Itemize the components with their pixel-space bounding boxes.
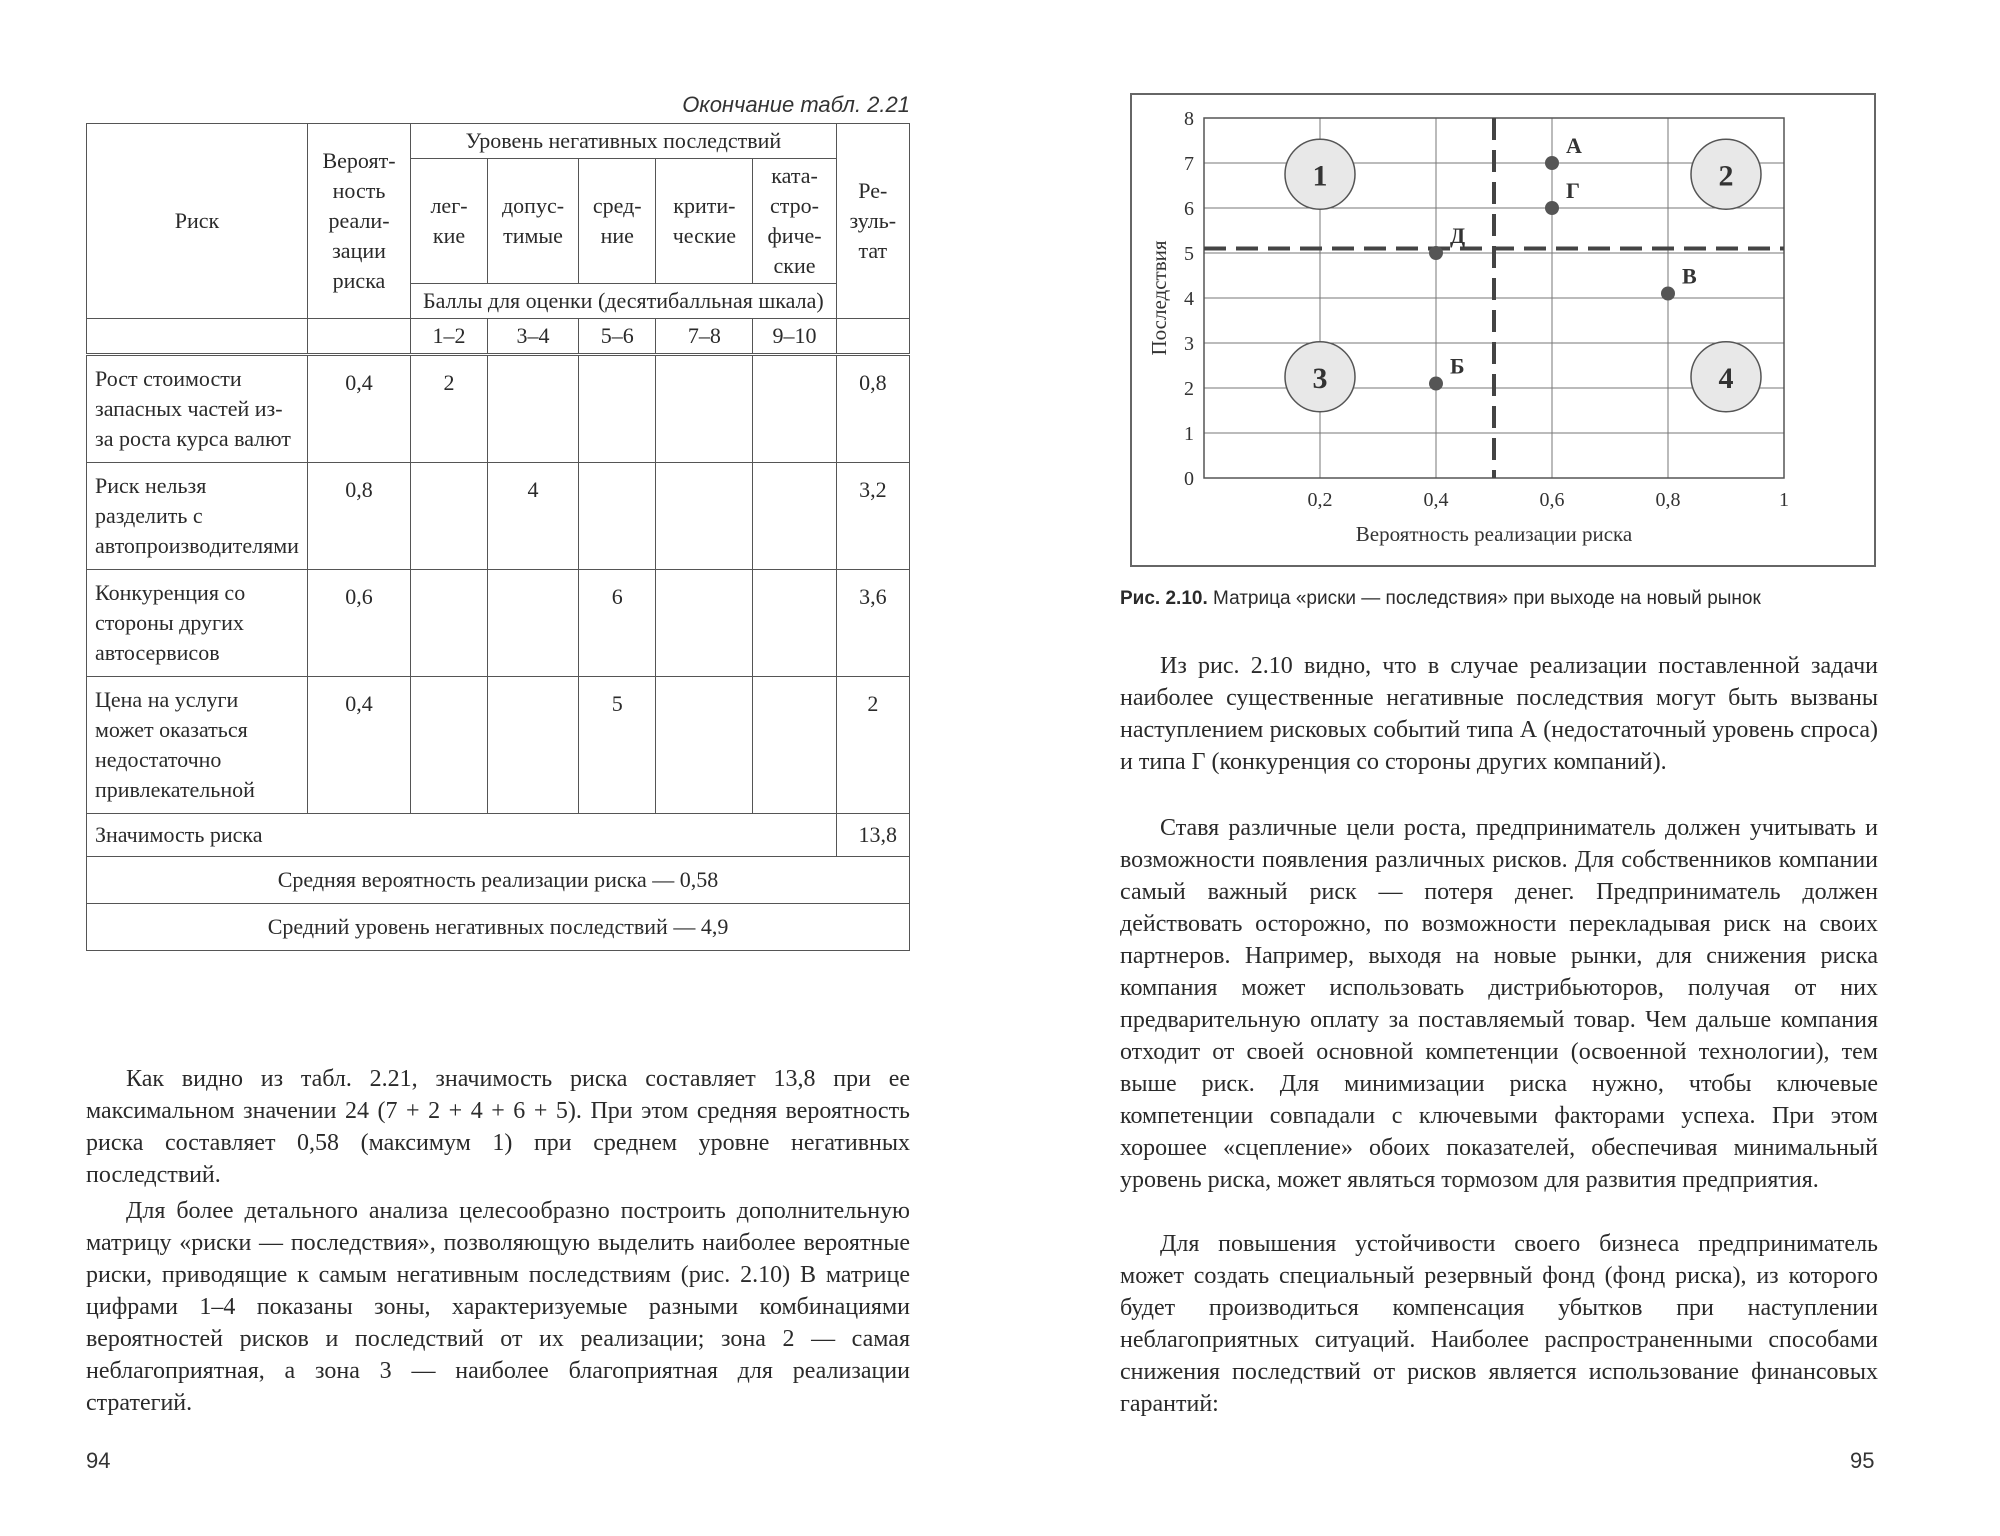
col-result-header: Ре-зуль-тат <box>836 124 909 319</box>
figure-caption <box>1120 588 1880 610</box>
paragraph: Для более детального анализа целесообразно построить дополнительную матрицу «риски — последствия», позволяющую выделить наиболее вероятные риски, приводящие к самым негативным последствиям (рис. 2.10) В матрице цифрами 1–4 показаны зоны, характеризуемые разными комбинациями вероятностей рисков и последствий от их реализации; зона 2 — самая неблагоприятная, а зона 3 — наиболее благоприятная для реализации стратегий. <box>86 1198 910 1416</box>
data-point-label: Б <box>1450 353 1465 379</box>
scale-header: Баллы для оценки (десятибалльная шкала) <box>411 284 837 319</box>
x-tick-label: 0,2 <box>1307 489 1333 511</box>
level-value <box>487 355 578 463</box>
significance-value: 13,8 <box>836 814 909 857</box>
y-tick-label: 4 <box>1184 288 1194 310</box>
data-point <box>1661 287 1675 301</box>
level-value: 6 <box>579 570 656 677</box>
level-value <box>411 570 488 677</box>
y-tick-label: 7 <box>1184 153 1194 175</box>
range-header: 7–8 <box>656 319 753 355</box>
zone-label: 2 <box>1718 159 1734 193</box>
table-row <box>87 463 910 570</box>
level-value <box>487 570 578 677</box>
risk-name: Рост стоимости запасных частей из-за роста курса валют <box>87 355 308 463</box>
paragraph: Для повышения устойчивости своего бизнеса предприниматель может создать специальный резервный фонд (фонд риска), из которого будет производиться компенсация убытков при наступлении неблагоприятных ситуаций. Наиболее распространенными способами снижения последствий от рисков является использование финансовых гарантий: <box>1120 1231 1878 1417</box>
level-value <box>487 677 578 814</box>
y-tick-label: 3 <box>1184 333 1194 355</box>
table-row <box>87 677 910 814</box>
table-row <box>87 355 910 463</box>
figure-caption-text: Матрица «риски — последствия» при выходе на новый рынок <box>1213 588 1761 609</box>
y-tick-label: 6 <box>1184 198 1194 220</box>
level-value <box>753 355 836 463</box>
avg-prob-summary: Средняя вероятность реализации риска — 0,58 <box>87 857 910 904</box>
level-value <box>579 355 656 463</box>
data-point-label: Г <box>1566 178 1580 203</box>
data-point <box>1429 246 1443 260</box>
page-number: 95 <box>1850 1448 1875 1473</box>
level-value <box>579 463 656 570</box>
page-number: 94 <box>86 1448 111 1473</box>
data-point <box>1545 156 1559 170</box>
level-value <box>656 677 753 814</box>
avg-level-summary: Средний уровень негативных последствий — 4,9 <box>87 904 910 951</box>
level-value <box>411 463 488 570</box>
range-header: 3–4 <box>487 319 578 355</box>
risk-prob: 0,6 <box>307 570 410 677</box>
paragraph: Ставя различные цели роста, предприниматель должен учитывать и возможности появления различных рисков. Для собственников компании самый важный риск — потеря денег. Предприниматель должен действовать осторожно, по возможности перекладывая риск на своих партнеров. Например, выходя на новые рынки, для снижения риска компания может использовать дистрибьюторов, получая от них предварительную оплату за поставляемый товар. Чем дальше компания отходит от своей основной компетенции (освоенной технологии), тем выше риск. Для минимизации риска нужно, чтобы ключевые компетенции совпадали с ключевыми факторами успеха. При этом хорошее «сцепление» обоих показателей, обеспечивая минимальный уровень риска, может являться тормозом для развития предприятия. <box>1120 815 1878 1193</box>
y-tick-label: 1 <box>1184 423 1194 445</box>
range-header: 9–10 <box>753 319 836 355</box>
zone-label: 4 <box>1718 361 1734 395</box>
risk-matrix-chart <box>1130 93 1876 567</box>
data-point-label: А <box>1566 133 1582 158</box>
y-axis-label: Последствия <box>1147 240 1171 356</box>
table-caption: Окончание табл. 2.21 <box>682 92 910 117</box>
data-point-label: В <box>1682 263 1697 289</box>
significance-label: Значимость риска <box>87 814 837 857</box>
table-row <box>87 570 910 677</box>
risk-prob: 0,8 <box>307 463 410 570</box>
level-value <box>411 677 488 814</box>
risk-name: Цена на услуги может оказаться недостаточно привлекательной <box>87 677 308 814</box>
significance-row <box>87 814 910 857</box>
summary-row <box>87 904 910 951</box>
level-value <box>656 355 753 463</box>
risk-result: 0,8 <box>836 355 909 463</box>
level-value <box>753 463 836 570</box>
risk-result: 2 <box>836 677 909 814</box>
level-header: ката-стро-фиче-ские <box>753 159 836 284</box>
col-levels-header: Уровень негативных последствий <box>411 124 837 159</box>
level-header: крити-ческие <box>656 159 753 284</box>
y-tick-label: 5 <box>1184 243 1194 265</box>
paragraph: Из рис. 2.10 видно, что в случае реализации поставленной задачи наиболее существенные негативные последствия могут быть вызваны наступлением рисковых событий типа А (недостаточный уровень спроса) и типа Г (конкуренция со стороны других компаний). <box>1120 653 1878 775</box>
chart-svg <box>1132 95 1874 565</box>
col-risk-header: Риск <box>87 124 308 319</box>
range-header: 5–6 <box>579 319 656 355</box>
level-value: 5 <box>579 677 656 814</box>
risk-name: Риск нельзя разделить с автопроизводителями <box>87 463 308 570</box>
y-tick-label: 8 <box>1184 108 1194 130</box>
level-header: допус-тимые <box>487 159 578 284</box>
risk-result: 3,6 <box>836 570 909 677</box>
data-point-label: Д <box>1450 223 1466 248</box>
right-page <box>1000 0 2000 1536</box>
figure-caption-label: Рис. 2.10. <box>1120 588 1208 609</box>
level-value <box>656 463 753 570</box>
risk-prob: 0,4 <box>307 355 410 463</box>
level-value <box>656 570 753 677</box>
col-prob-header: Вероят-ность реали-зации риска <box>307 124 410 319</box>
x-tick-label: 0,4 <box>1423 489 1449 511</box>
level-value <box>753 570 836 677</box>
risk-name: Конкуренция со стороны других автосервисов <box>87 570 308 677</box>
data-point <box>1545 201 1559 215</box>
level-value <box>753 677 836 814</box>
level-value: 4 <box>487 463 578 570</box>
x-tick-label: 0,6 <box>1539 489 1565 511</box>
paragraph: Как видно из табл. 2.21, значимость риска составляет 13,8 при ее максимальном значении 24 (7 + 2 + 4 + 6 + 5). При этом средняя вероятность риска составляет 0,58 (максимум 1) при среднем уровне негативных последствий. <box>86 1066 910 1188</box>
level-header: сред-ние <box>579 159 656 284</box>
zone-label: 3 <box>1312 361 1328 395</box>
summary-row <box>87 857 910 904</box>
x-tick-label: 1 <box>1779 489 1789 511</box>
risk-prob: 0,4 <box>307 677 410 814</box>
risk-result: 3,2 <box>836 463 909 570</box>
level-header: лег-кие <box>411 159 488 284</box>
x-tick-label: 0,8 <box>1655 489 1681 511</box>
data-point <box>1429 377 1443 391</box>
risk-table <box>86 123 910 951</box>
y-tick-label: 2 <box>1184 378 1194 400</box>
level-value: 2 <box>411 355 488 463</box>
x-axis-label: Вероятность реализации риска <box>1355 522 1633 546</box>
y-tick-label: 0 <box>1184 468 1194 490</box>
range-header: 1–2 <box>411 319 488 355</box>
zone-label: 1 <box>1312 159 1328 193</box>
